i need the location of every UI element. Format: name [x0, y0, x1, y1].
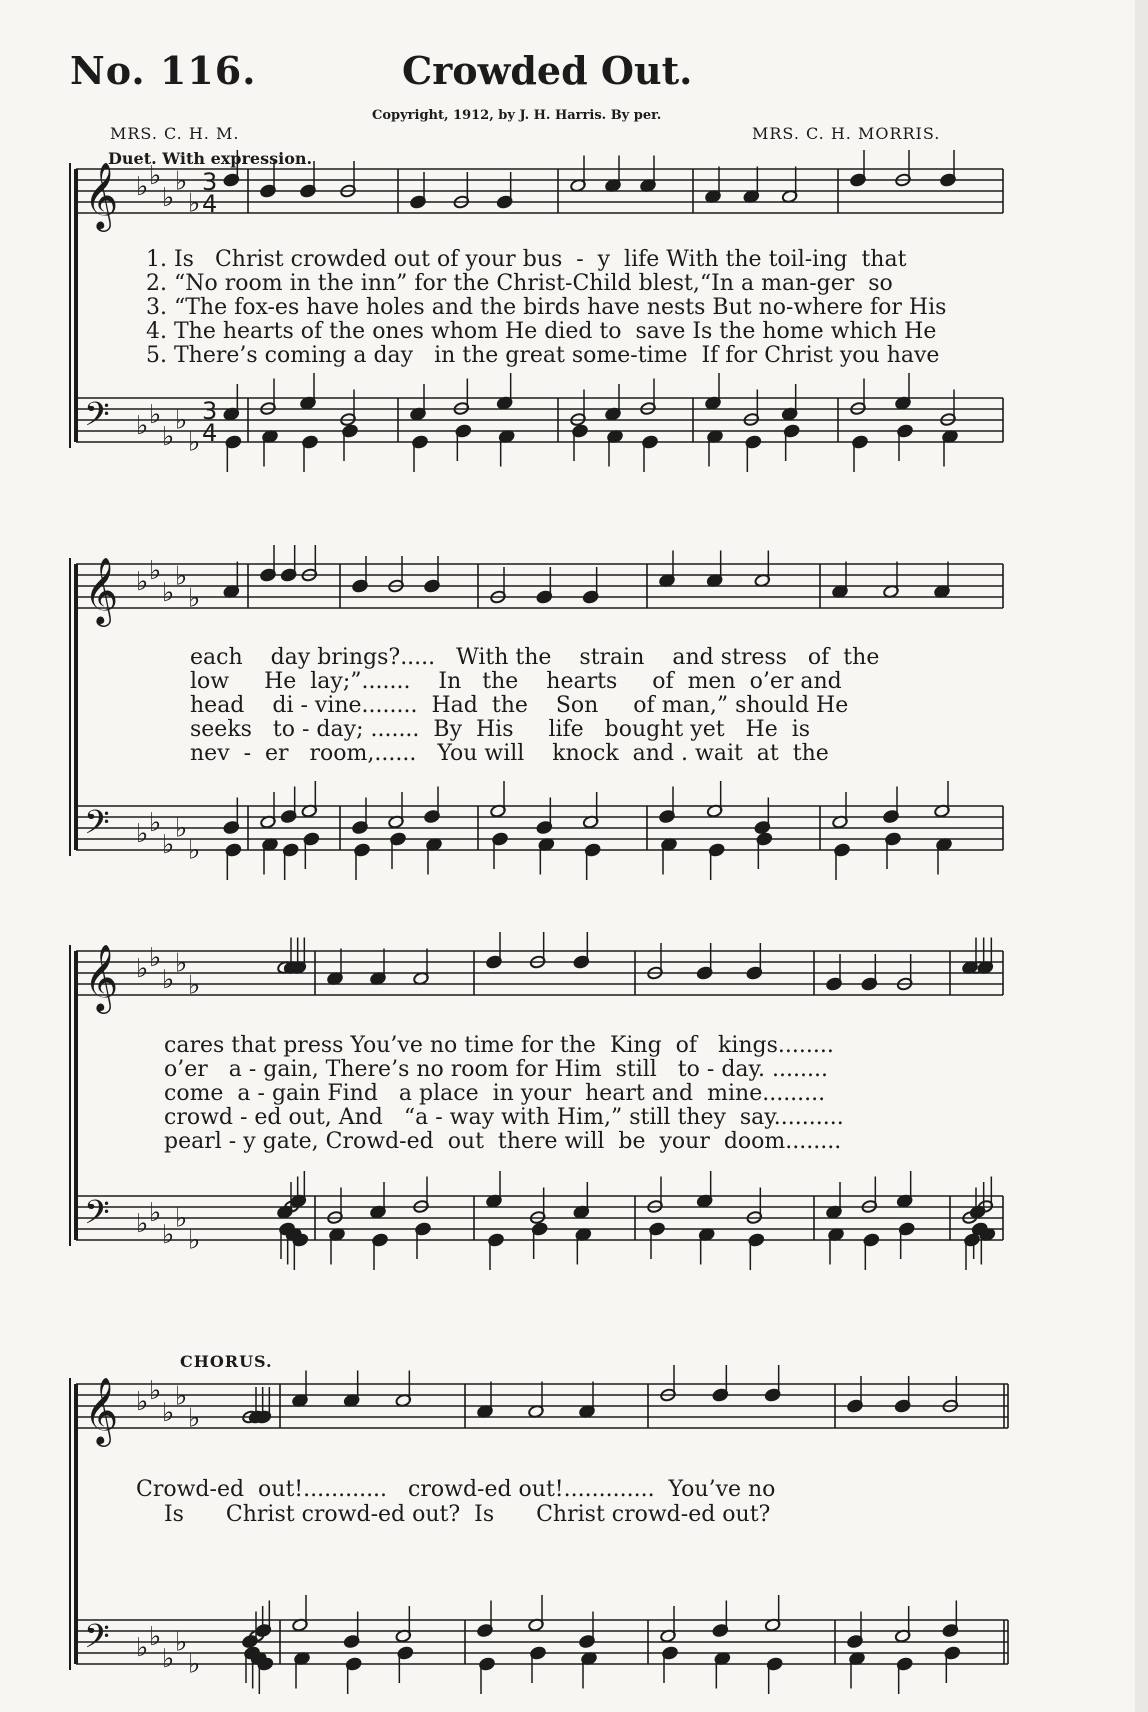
system2-lyric-line-2: low He lay;”....... In the hearts of men o’er and — [190, 669, 842, 694]
flat-icon: ♭ — [162, 1220, 175, 1250]
flat-icon: ♭ — [162, 1644, 175, 1674]
hymn-title: Crowded Out. — [402, 48, 693, 93]
flat-icon: ♭ — [188, 188, 201, 219]
flat-icon: ♭ — [149, 1376, 162, 1406]
time-signature: 3 — [202, 397, 218, 425]
flat-icon: ♭ — [175, 1203, 188, 1234]
bass-clef-icon: 𝄢 — [84, 1618, 110, 1664]
flat-icon: ♭ — [149, 943, 162, 973]
flat-icon: ♭ — [149, 808, 162, 838]
flat-icon: ♭ — [136, 954, 149, 984]
chorus-lyric-line-1: Crowd-ed out!............ crowd-ed out!............. You’ve no — [136, 1477, 776, 1502]
hymn-number: No. 116. — [70, 48, 257, 93]
flat-icon: ♭ — [175, 405, 188, 436]
flat-icon: ♭ — [175, 1627, 188, 1658]
flat-icon: ♭ — [149, 161, 162, 191]
flat-icon: ♭ — [136, 819, 149, 849]
bass-clef-icon: 𝄢 — [84, 804, 110, 850]
flat-icon: ♭ — [149, 1622, 162, 1652]
flat-icon: ♭ — [188, 1225, 201, 1256]
system3-lyric-line-2: o’er a - gain, There’s no room for Him still to - day. ........ — [164, 1057, 828, 1082]
flat-icon: ♭ — [136, 1633, 149, 1663]
flat-icon: ♭ — [162, 1398, 175, 1428]
flat-icon: ♭ — [175, 813, 188, 844]
flat-icon: ♭ — [136, 1387, 149, 1417]
music-credit: MRS. C. H. MORRIS. — [752, 124, 941, 143]
flat-icon: ♭ — [188, 1403, 201, 1434]
copyright-notice: Copyright, 1912, by J. H. Harris. By per. — [372, 108, 662, 123]
time-signature: 4 — [202, 190, 218, 218]
flat-icon: ♭ — [175, 561, 188, 592]
bass-clef-icon: 𝄢 — [84, 396, 110, 442]
treble-clef-icon: 𝄞 — [84, 161, 119, 229]
system1-lyric-line-1: 1. Is Christ crowded out of your bus - y life With the toil-ing that — [146, 247, 907, 272]
flat-icon: ♭ — [149, 400, 162, 430]
system2-lyric-line-5: nev - er room,...... You will knock and . wait at the — [190, 741, 829, 766]
treble-clef-icon: 𝄞 — [84, 943, 119, 1011]
flat-icon: ♭ — [162, 183, 175, 213]
system1-lyric-line-2: 2. “No room in the inn” for the Christ-Child blest,“In a man-ger so — [146, 271, 893, 296]
flat-icon: ♭ — [136, 1209, 149, 1239]
flat-icon: ♭ — [149, 1198, 162, 1228]
system1-lyric-line-3: 3. “The fox-es have holes and the birds have nests But no-where for His — [146, 295, 947, 320]
tempo-marking: Duet. With expression. — [108, 149, 313, 168]
flat-icon: ♭ — [175, 948, 188, 979]
time-signature: 4 — [202, 419, 218, 447]
flat-icon: ♭ — [188, 583, 201, 614]
flat-icon: ♭ — [188, 970, 201, 1001]
chorus-lyric-line-2: Is Christ crowd-ed out? Is Christ crowd-ed out? — [136, 1502, 771, 1527]
system3-lyric-line-3: come a - gain Find a place in your heart and mine......... — [164, 1081, 826, 1106]
treble-clef-icon: 𝄞 — [84, 1376, 119, 1444]
system2-lyric-line-1: each day brings?..... With the strain and stress of the — [190, 645, 880, 670]
flat-icon: ♭ — [136, 411, 149, 441]
flat-icon: ♭ — [162, 422, 175, 452]
flat-icon: ♭ — [162, 965, 175, 995]
flat-icon: ♭ — [162, 830, 175, 860]
chorus-label: CHORUS. — [180, 1352, 273, 1371]
flat-icon: ♭ — [162, 578, 175, 608]
system3-lyric-line-1: cares that press You’ve no time for the King of kings........ — [164, 1033, 834, 1058]
bass-clef-icon: 𝄢 — [84, 1194, 110, 1240]
system3-lyric-line-4: crowd - ed out, And “a - way with Him,” still they say.......... — [164, 1105, 844, 1130]
flat-icon: ♭ — [136, 172, 149, 202]
flat-icon: ♭ — [175, 1381, 188, 1412]
flat-icon: ♭ — [188, 835, 201, 866]
words-credit: MRS. C. H. M. — [110, 124, 240, 143]
system2-lyric-line-4: seeks to - day; ....... By His life bought yet He is — [190, 717, 811, 742]
system1-lyric-line-5: 5. There’s coming a day in the great some-time If for Christ you have — [146, 343, 940, 368]
treble-clef-icon: 𝄞 — [84, 556, 119, 624]
flat-icon: ♭ — [175, 166, 188, 197]
flat-icon: ♭ — [188, 427, 201, 458]
flat-icon: ♭ — [149, 556, 162, 586]
time-signature: 3 — [202, 168, 218, 196]
flat-icon: ♭ — [188, 1649, 201, 1680]
system1-lyric-line-4: 4. The hearts of the ones whom He died to save Is the home which He — [146, 319, 937, 344]
system2-lyric-line-3: head di - vine........ Had the Son of man,” should He — [190, 693, 849, 718]
flat-icon: ♭ — [136, 567, 149, 597]
system3-lyric-line-5: pearl - y gate, Crowd-ed out there will be your doom........ — [164, 1129, 842, 1154]
